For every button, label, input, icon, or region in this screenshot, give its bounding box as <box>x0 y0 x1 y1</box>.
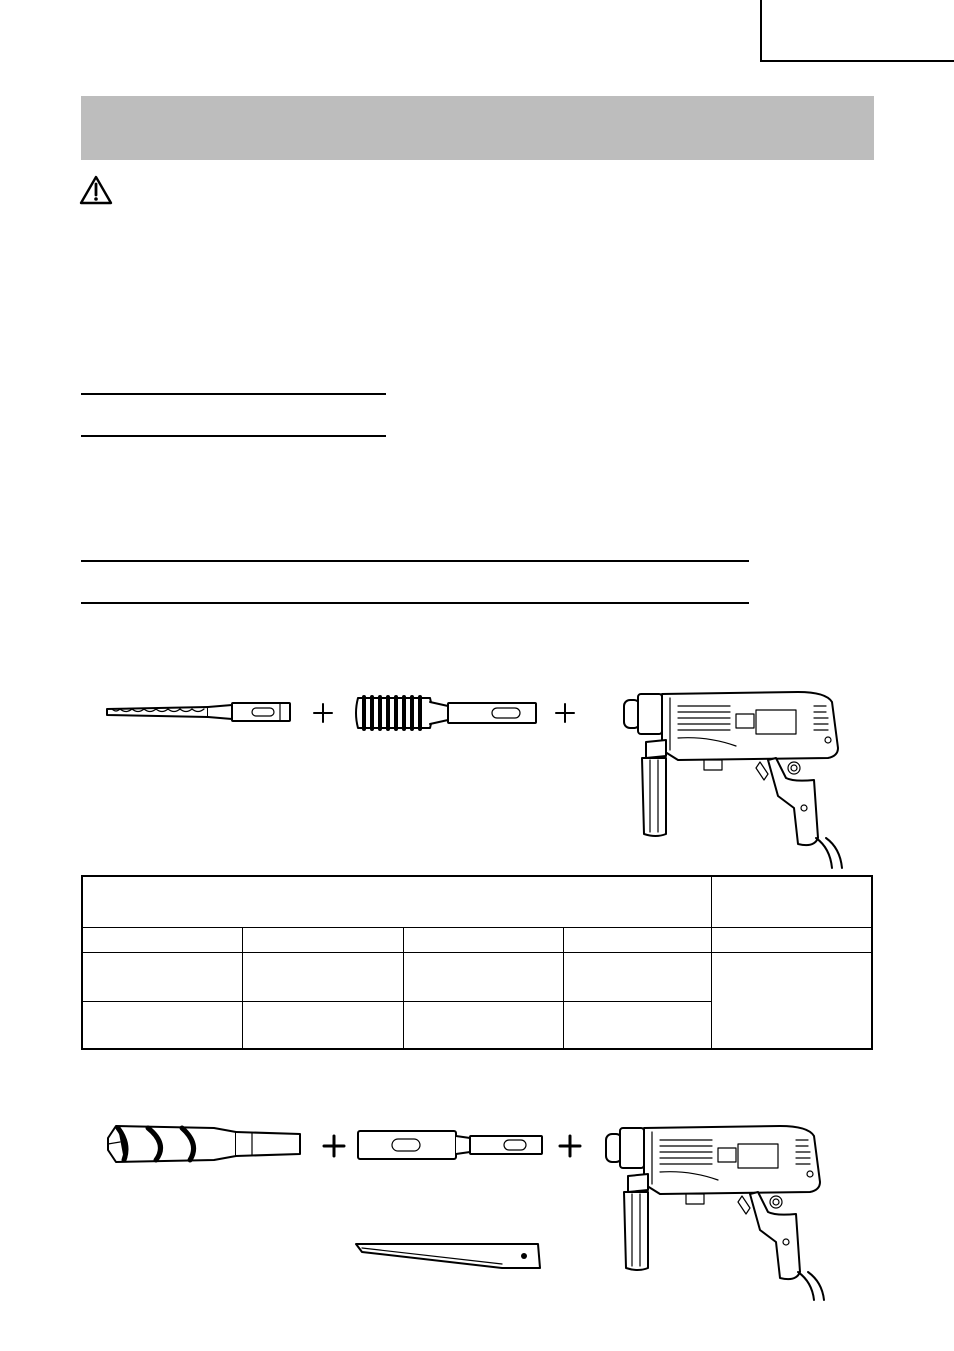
table-cell <box>711 928 872 953</box>
plus-sign-icon <box>558 1134 582 1158</box>
table-header-cell <box>711 876 872 928</box>
table-cell <box>564 928 711 953</box>
table-cell <box>403 928 563 953</box>
drill-bit-icon <box>104 700 294 724</box>
table-cell <box>403 1002 563 1050</box>
adapter-icon <box>352 692 540 734</box>
warning-triangle-icon <box>79 175 113 205</box>
table-cell <box>403 953 563 1002</box>
table-cell <box>564 1002 711 1050</box>
section-title-bar <box>81 96 874 160</box>
page-tab-box <box>760 0 954 62</box>
table-header-cell <box>82 876 711 928</box>
table-cell <box>243 928 403 953</box>
tapered-shank-drill-bit-icon <box>104 1120 304 1168</box>
underline-rule-3 <box>81 560 749 562</box>
underline-rule-2 <box>81 435 386 437</box>
plus-sign-icon <box>312 702 334 724</box>
cotter-icon <box>352 1238 544 1272</box>
underline-rule-1 <box>81 393 386 395</box>
table-cell <box>711 953 872 1050</box>
underline-rule-4 <box>81 602 749 604</box>
table-cell <box>564 953 711 1002</box>
table-cell <box>82 1002 243 1050</box>
table-cell <box>82 953 243 1002</box>
plus-sign-icon <box>554 702 576 724</box>
table-cell <box>82 928 243 953</box>
table-cell <box>243 953 403 1002</box>
rotary-hammer-icon <box>618 688 858 870</box>
table-cell <box>243 1002 403 1050</box>
plus-sign-icon <box>322 1134 346 1158</box>
rotary-hammer-icon <box>600 1122 840 1304</box>
accessory-table <box>81 875 873 1050</box>
taper-shank-adapter-icon <box>354 1128 546 1162</box>
